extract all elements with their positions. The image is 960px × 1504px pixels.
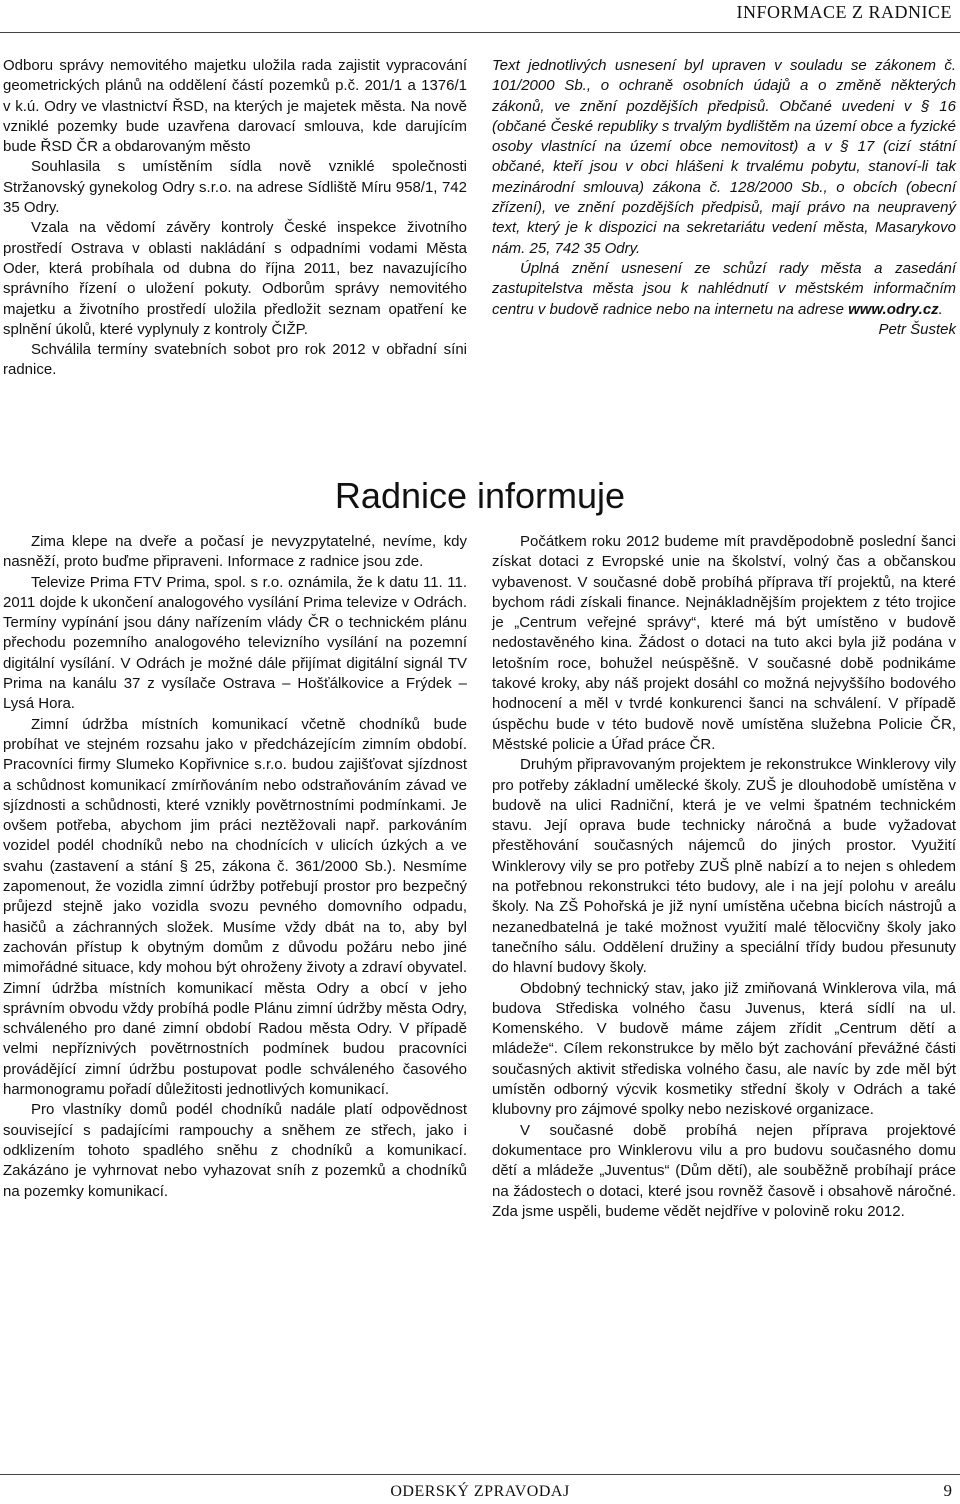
paragraph: Zimní údržba místních komunikací včetně chodníků bude probíhat ve stejném rozsahu jako v předcházejícím zimním období. Pracovníci firmy Slumeko Kopřivnice s.r.o. budou zajišťovat sjízdnost a schůdnost komunikací zmírňováním nebo odstraňováním závad ve sjízdnosti a schůdnosti, které vznikly povětrnostními podmínkami. Je ovšem potřeba, abychom jim práci neztěžovali např. parkováním vozidel podél chodníků nebo na chodnících v ulicích úzkých a ve svahu (zastavení a stání § 25, zákona č. 361/2000 Sb.). Nesmíme zapomenout, že vozidla zimní údržby potřebují prostor pro bezpečný průjezd stejně jako vozidla svozu pevného domovního odpadu, hasičů a záchranných složek. Musíme vždy dbát na to, aby byl zachován přístup k obytným domům z důvodu požáru nebo jiné mimořádné situace, kdy mohou být ohroženy životy a zdraví obyvatel. Zimní údržba místních komunikací města Odry a obcí v jeho správním obvodu vždy probíhá podle Plánu zimní údržby města Odry, schváleného pro dané zimní období Radou města Odry. V případě velmi nepříznivých povětrnostních podmínek budou pracovníci provádějící zimní údržbu postupovat podle schváleného časového harmonogramu pořadí důležitosti jednotlivých komunikací.: [3, 715, 467, 1099]
winter-info-column: [3, 532, 467, 1202]
legal-notice-column: [492, 56, 956, 340]
paragraph: Obdobný technický stav, jako již zmiňovaná Winklerova vila, má budova Střediska volného času Juvenus, která sídlí na ul. Komenského. V budově máme zájem zřídit „Centrum dětí a mládeže“. Cílem rekonstrukce by mělo být zachování převážné části současných aktivit střediska volného času, ale navíc by zde měl být umístěn odborný výcvik kosmetiky střední školy v Odrách a také klubovny pro zájmové spolky nebo neziskové organizace.: [492, 979, 956, 1119]
council-resolutions-column: [3, 56, 467, 381]
legal-notice-paragraph: Text jednotlivých usnesení byl upraven v souladu se zákonem č. 101/2000 Sb., o ochraně osobních údajů a o změně některých zákonů, ve znění pozdějších předpisů. Občané uvedeni v § 16 (občané České republiky s trvalým bydlištěm na území obce a fyzické osoby vlastnící na území obce nemovitost) a v § 17 (cizí státní občané, kteří jsou v obci hlášeni k trvalému pobytu, stanoví-li tak mezinárodní smlouva) zákona č. 128/2000 Sb., o obcích (obecní zřízení), ve znění pozdějších předpisů, mají právo na neupravený text, který je k dispozici na sekretariátu vedení města, Masarykovo nám. 25, 742 35 Odry.: [492, 57, 956, 257]
paragraph: V současné době probíhá nejen příprava projektové dokumentace pro Winklerovu vilu a pro budovu současného domu dětí a mládeže „Juventus“ (Dům dětí), ale souběžně probíhají práce na žádostech o dotaci, které jsou rovněž časově i obsahově náročné. Zda jsme uspěli, budeme vědět nejdříve v polovině roku 2012.: [492, 1121, 956, 1220]
projects-column: [492, 532, 956, 1222]
paragraph: Pro vlastníky domů podél chodníků nadále platí odpovědnost související s padajícími rampouchy a sněhem ze střech, jako i odklizením tohoto spadlého sněhu z chodníků a komunikací. Zakázáno je vyhrnovat nebo vyhazovat sníh z pozemků a chodníků na pozemky komunikací.: [3, 1101, 467, 1200]
paragraph: Schválila termíny svatebních sobot pro rok 2012 v obřadní síni radnice.: [3, 341, 467, 379]
footer-divider: [0, 1474, 960, 1475]
paragraph: Vzala na vědomí závěry kontroly České inspekce životního prostředí Ostrava v oblasti nakládání s odpadními vodami Města Oder, která probíhala od dubna do října 2011, bez navazujícího správního řízení o uložení pokuty. Odborům správy nemovitého majetku a životního prostředí uložila předložit seznam opatření ke splnění úkolů, které vyplynuly z kontroly ČIŽP.: [3, 219, 467, 338]
header-divider: [0, 32, 960, 33]
paragraph: Počátkem roku 2012 budeme mít pravděpodobně poslední šanci získat dotaci z Evropské unie na školství, volný čas a občanskou vybavenost. V současné době probíhá příprava tří projektů, na které bychom rádi získali finance. Nejnákladnějším projektem z této trojice je „Centrum veřejné správy“, které má být umístěno v budově nedostavěného kina. Žádost o dotaci na tuto akci byla již podána v letošním roce, bohužel neúspěšně. V současné době podnikáme takové kroky, aby náš projekt dosáhl co možná nejvyššího bodového hodnocení a měl v tvrdé konkurenci šanci na schválení. V případě úspěchu bude v této budově nově umístěna služebna Policie ČR, Městské policie a Úřad práce ČR.: [492, 533, 956, 753]
paragraph: Souhlasila s umístěním sídla nově vzniklé společnosti Stržanovský gynekolog Odry s.r.o. na adrese Sídliště Míru 958/1, 742 35 Odry.: [3, 158, 467, 217]
publication-name: ODERSKÝ ZPRAVODAJ: [390, 1483, 570, 1500]
paragraph: Televize Prima FTV Prima, spol. s r.o. oznámila, že k datu 11. 11. 2011 dojde k ukončení analogového vysílání Prima televize v Odrách. Termíny vypínání jsou dány nařízením vlády ČR o technickém plánu přechodu pozemního analogového televizního vysílání na pozemní digitální vysílání. V Odrách je možné dále přijímat digitální signál TV Prima na kanálu 37 z vysílače Ostrava – Hošťálkovice a Frýdek – Lysá Hora.: [3, 573, 467, 713]
section-title: Radnice informuje: [334, 475, 626, 516]
author-signature: Petr Šustek: [878, 320, 956, 338]
website-link[interactable]: www.odry.cz: [848, 300, 939, 318]
section-header-label: INFORMACE Z RADNICE: [736, 2, 952, 22]
paragraph: Druhým připravovaným projektem je rekonstrukce Winklerovy vily pro potřeby základní umělecké školy. ZUŠ je dlouhodobě umístěna v budově na ulici Radniční, která je ve velmi špatném technickém stavu. Její oprava bude technicky náročná a bude vyžadovat přestěhování současných nájemců do jiných prostor. Využití Winklerovy vily se pro potřeby ZUŠ plně nabízí a to nejen s ohledem na potřebnou rekonstrukci této budovy, ale i na její polohu v areálu školy. Na ZŠ Pohořská je již nyní umístěna učebna bicích nástrojů a nezanedbatelná je také možnost využití malé tělocvičny školy jako tanečního sálu. Oddělení družiny a speciální třídy budou přesunuty do hlavní budovy školy.: [492, 756, 956, 977]
availability-text: Úplná znění usnesení ze schůzí rady města a zasedání zastupitelstva města jsou k nahlédnutí v městském informačním centru v budově radnice nebo na internetu na adrese: [492, 259, 956, 318]
paragraph: Zima klepe na dveře a počasí je nevyzpytatelné, nevíme, kdy nasněží, proto buďme připraveni. Informace z radnice jsou zde.: [3, 533, 467, 571]
paragraph: Odboru správy nemovitého majetku uložila rada zajistit vypracování geometrických plánů na oddělení částí pozemků p.č. 201/1 a 1376/1 v k.ú. Odry ve vlastnictví ŘSD, na kterých je majetek města. Na nově vzniklé pozemky bude uzavřena darovací smlouva, kde darujícím bude ŘSD ČR a obdarovaným město: [3, 57, 467, 156]
availability-paragraph: [492, 259, 956, 320]
page-number: 9: [943, 1481, 952, 1500]
availability-end: .: [938, 300, 943, 318]
